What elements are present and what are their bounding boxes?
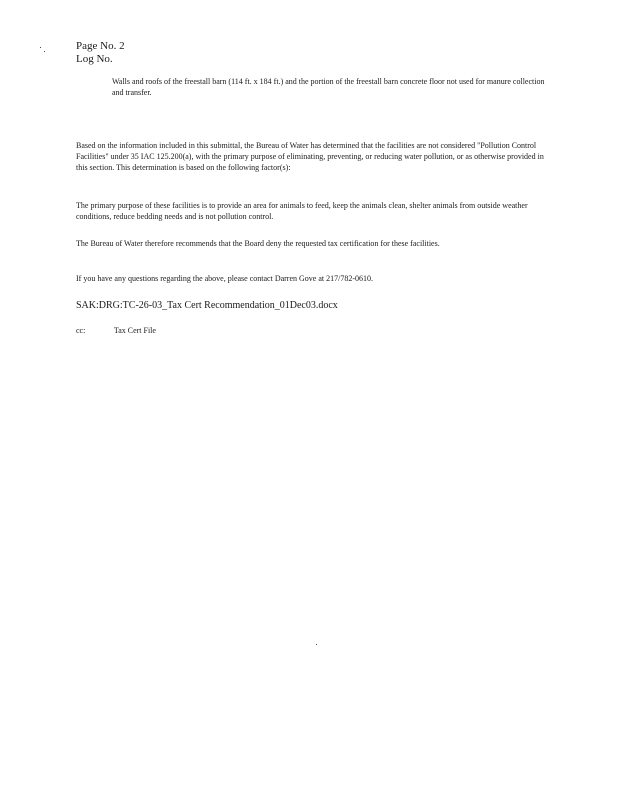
- scan-speck: [316, 644, 317, 645]
- paragraph-text: The primary purpose of these facilities is to provide an area for animals to feed, keep the animals clean, shelter animals from outside weather conditions, reduce bedding needs and is not pollution control.: [76, 201, 528, 221]
- cc-label: cc:: [76, 326, 86, 335]
- cc-value: Tax Cert File: [113, 326, 156, 335]
- scan-speck: [40, 47, 41, 48]
- paragraph-text: The Bureau of Water therefore recommends that the Board deny the requested tax certification for these facilities.: [76, 239, 440, 248]
- facility-item-text: Walls and roofs of the freestall barn (114 ft. x 184 ft.) and the portion of the freestall barn concrete floor not used for manure collection and transfer.: [112, 77, 545, 97]
- paragraph-text: If you have any questions regarding the above, please contact Darren Gove at 217/782-0610.: [76, 274, 374, 283]
- log-number: Log No.: [76, 53, 113, 65]
- file-reference: SAK:DRG:TC-26-03_Tax Cert Recommendation_01Dec03.docx: [76, 300, 338, 311]
- facility-item: [112, 76, 552, 98]
- recommendation-paragraph: [76, 238, 552, 249]
- paragraph-text: Based on the information included in this submittal, the Bureau of Water has determined that the facilities are not considered "Pollution Control Facilities" under 35 IAC 125.200(a), with the primary purpose of eliminating, preventing, or reducing water pollution, or as otherwise provided in this section. This determination is based on the following factor(s):: [76, 141, 544, 172]
- scan-speck: [44, 51, 45, 52]
- page-header: [76, 40, 125, 66]
- page-number: Page No. 2: [76, 40, 125, 52]
- contact-paragraph: [76, 273, 552, 284]
- cc-line: [76, 325, 156, 336]
- determination-paragraph: [76, 140, 552, 173]
- primary-purpose-paragraph: [76, 200, 552, 222]
